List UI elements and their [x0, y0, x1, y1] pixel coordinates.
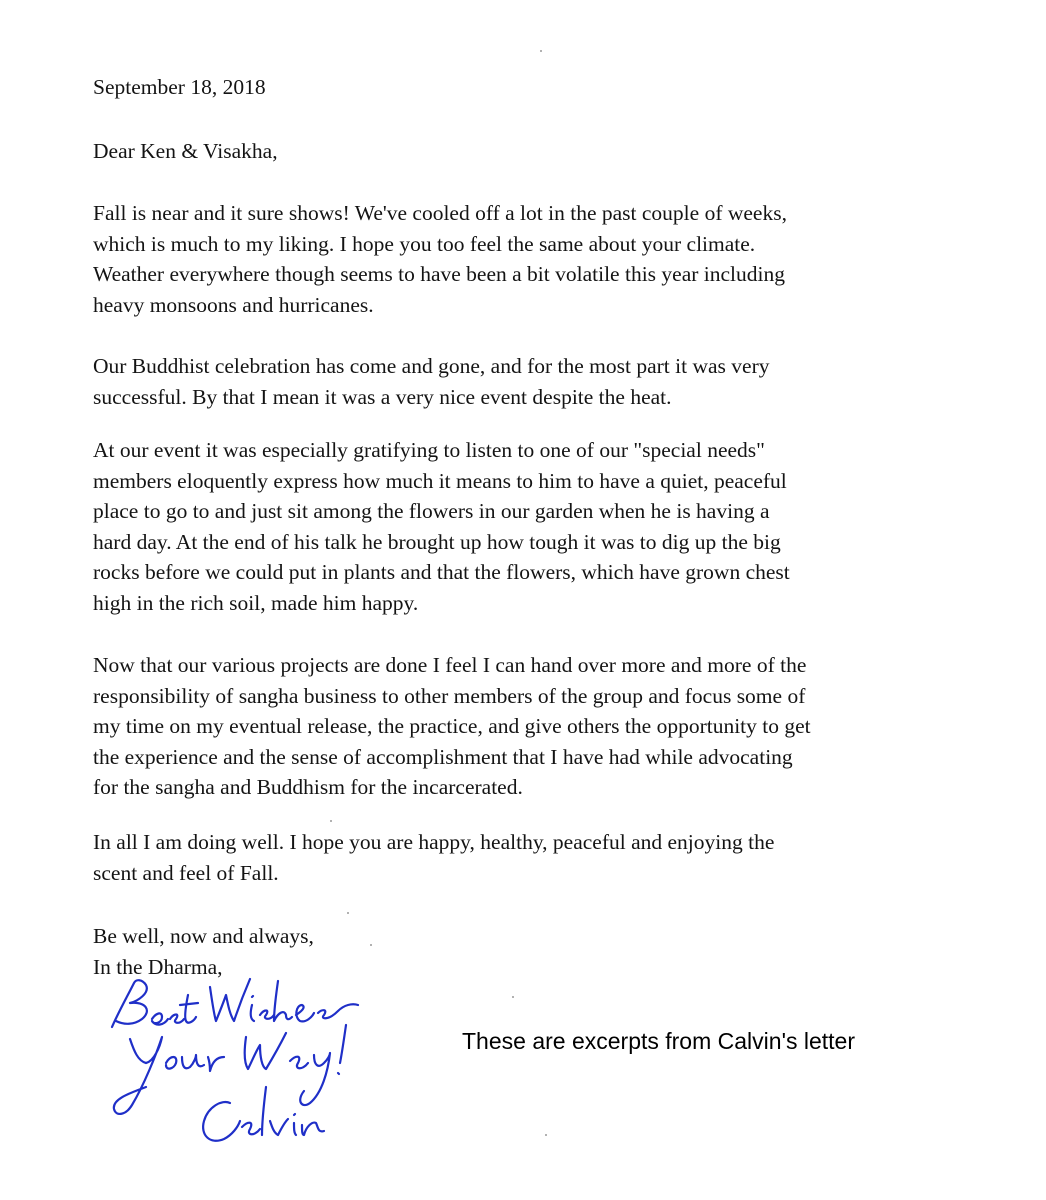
paragraph-line: rocks before we could put in plants and that the flowers, which have grown chest	[93, 560, 790, 584]
paragraph-line: Now that our various projects are done I feel I can hand over more and more of the	[93, 653, 807, 677]
paragraph-5	[93, 827, 993, 888]
scan-speck	[370, 944, 372, 946]
scan-speck	[330, 820, 332, 822]
paragraph-line: responsibility of sangha business to other members of the group and focus some of	[93, 683, 806, 708]
paragraph-line: high in the rich soil, made him happy.	[93, 590, 419, 615]
scan-speck	[512, 996, 514, 998]
paragraph-line: Fall is near and it sure shows! We've cooled off a lot in the past couple of weeks,	[93, 201, 787, 225]
paragraph-line: place to go to and just sit among the flowers in our garden when he is having a	[93, 499, 770, 523]
scan-speck	[347, 912, 349, 914]
scan-speck	[545, 1134, 547, 1136]
letter-date: September 18, 2018	[93, 75, 266, 99]
paragraph-line: members eloquently express how much it means to him to have a quiet, peaceful	[93, 468, 787, 493]
paragraph-1	[93, 198, 993, 320]
paragraph-line: successful. By that I mean it was a very nice event despite the heat.	[93, 384, 672, 409]
caption: These are excerpts from Calvin's letter	[462, 1028, 855, 1054]
closing-line: Be well, now and always,	[93, 924, 314, 948]
scan-speck	[540, 50, 542, 52]
paragraph-line: scent and feel of Fall.	[93, 860, 279, 885]
handwritten-signature	[90, 975, 370, 1160]
letter-closing	[93, 921, 314, 982]
closing-line: In the Dharma,	[93, 954, 223, 979]
paragraph-line: my time on my eventual release, the practice, and give others the opportunity to get	[93, 714, 811, 738]
paragraph-line: Our Buddhist celebration has come and gone, and for the most part it was very	[93, 354, 770, 378]
paragraph-3	[93, 435, 993, 618]
paragraph-line: for the sangha and Buddhism for the incarcerated.	[93, 775, 523, 799]
paragraph-4	[93, 650, 993, 803]
paragraph-2	[93, 351, 993, 412]
paragraph-line: hard day. At the end of his talk he brought up how tough it was to dig up the big	[93, 529, 781, 554]
paragraph-line: At our event it was especially gratifying to listen to one of our "special needs"	[93, 438, 765, 462]
paragraph-line: the experience and the sense of accomplishment that I have had while advocating	[93, 744, 793, 769]
paragraph-line: heavy monsoons and hurricanes.	[93, 292, 374, 317]
paragraph-line: In all I am doing well. I hope you are happy, healthy, peaceful and enjoying the	[93, 830, 775, 854]
paragraph-line: Weather everywhere though seems to have been a bit volatile this year including	[93, 262, 785, 286]
paragraph-line: which is much to my liking. I hope you too feel the same about your climate.	[93, 231, 756, 256]
letter-salutation: Dear Ken & Visakha,	[93, 139, 278, 163]
